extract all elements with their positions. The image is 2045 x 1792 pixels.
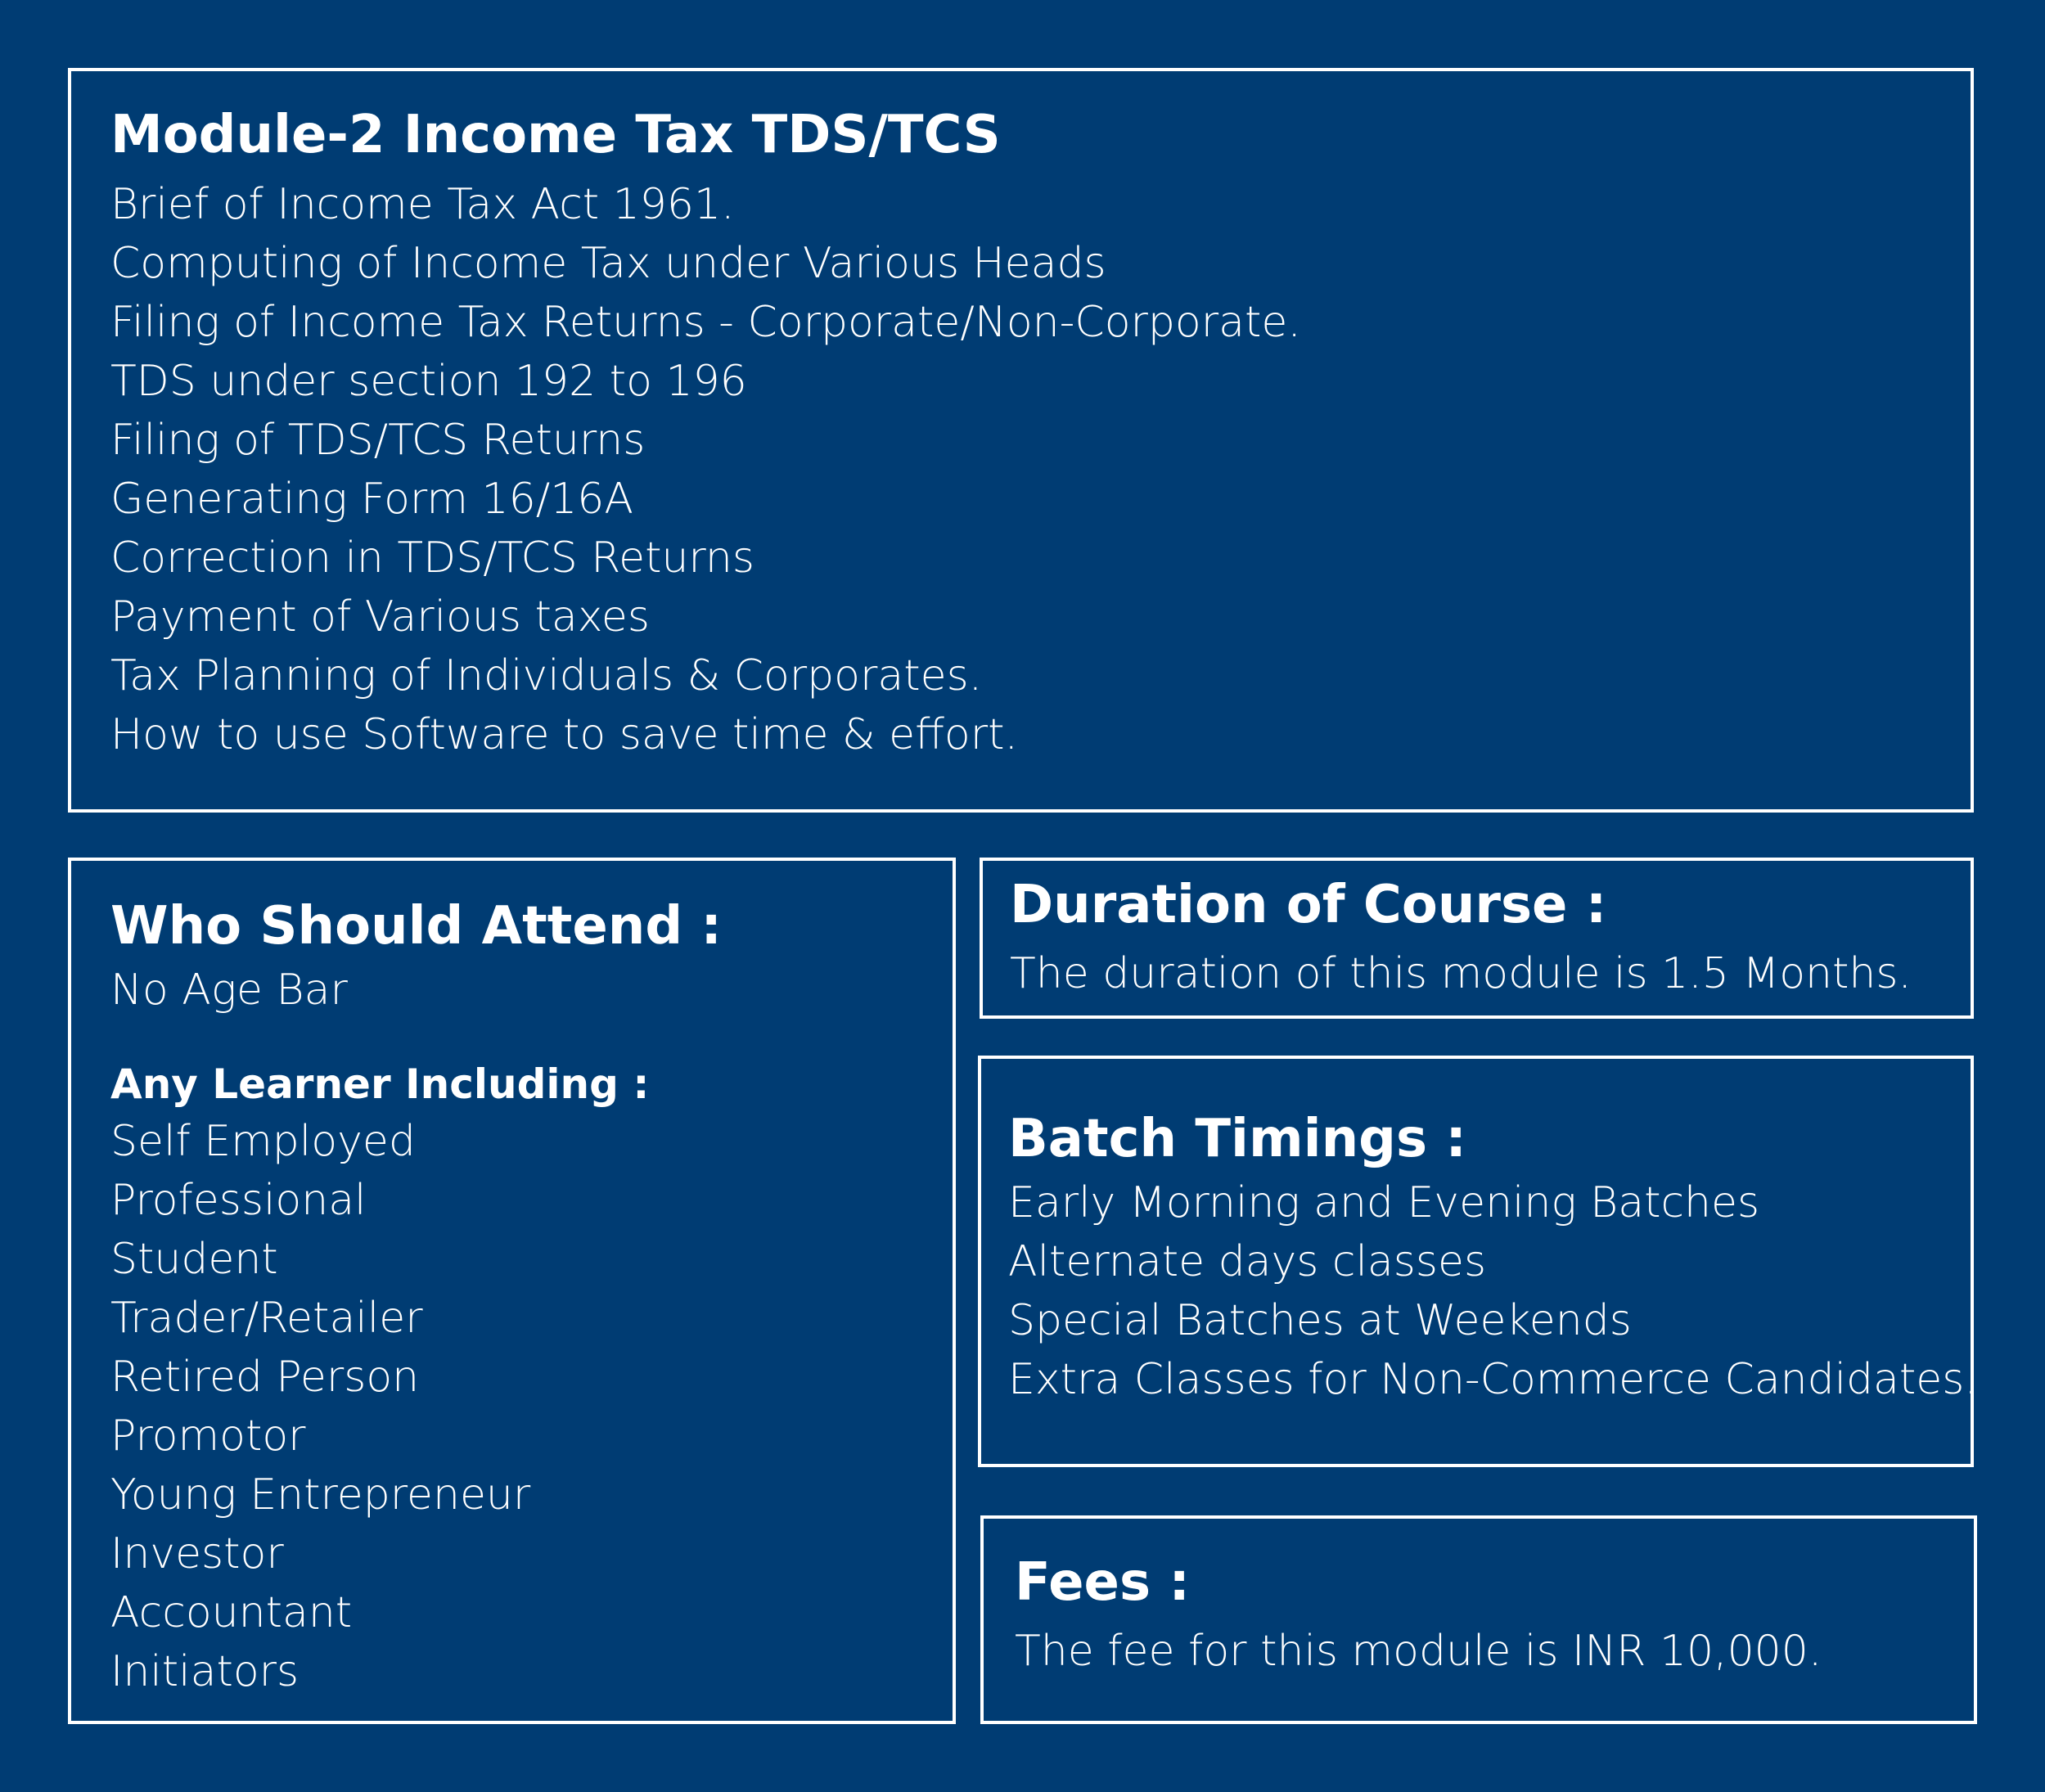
module-topics-list [110, 175, 1301, 764]
batch-timings-title: Batch Timings : [1008, 1109, 1466, 1169]
learner-item: Professional [110, 1176, 367, 1225]
learner-list [110, 1112, 530, 1701]
module-topic: How to use Software to save time & effort. [110, 710, 1019, 759]
who-should-attend-title: Who Should Attend : [110, 896, 722, 957]
module-title: Module-2 Income Tax TDS/TCS [110, 105, 1001, 165]
no-age-bar-text: No Age Bar [110, 966, 348, 1015]
batch-timings-list [1008, 1173, 1978, 1409]
batch-timings-box [978, 1056, 1978, 1467]
module-topic: Filing of Income Tax Returns - Corporate/Non-Corporate. [110, 298, 1301, 347]
batch-timing-item: Alternate days classes [1008, 1237, 1487, 1286]
module-topic: Computing of Income Tax under Various Heads [110, 239, 1106, 288]
module-topic: Payment of Various taxes [110, 592, 650, 642]
learner-item: Student [110, 1235, 278, 1284]
module-topic: Correction in TDS/TCS Returns [110, 534, 754, 583]
fees-title: Fees : [1015, 1552, 1190, 1613]
batch-timing-item: Special Batches at Weekends [1008, 1296, 1632, 1345]
learner-item: Retired Person [110, 1353, 420, 1402]
learner-item: Investor [110, 1529, 284, 1578]
module-topic: Tax Planning of Individuals & Corporates. [110, 651, 983, 700]
fees-text: The fee for this module is INR 10,000. [1015, 1627, 1822, 1676]
module-topic: Filing of TDS/TCS Returns [110, 416, 646, 465]
learner-item: Trader/Retailer [110, 1294, 423, 1343]
module-box [68, 68, 1974, 813]
fees-box [980, 1515, 1977, 1724]
learner-item: Promotor [110, 1412, 306, 1461]
module-topic: TDS under section 192 to 196 [110, 357, 747, 406]
duration-box [980, 858, 1974, 1019]
who-should-attend-box [68, 858, 956, 1724]
batch-timing-item: Extra Classes for Non-Commerce Candidates. [1008, 1355, 1978, 1404]
module-topic: Generating Form 16/16A [110, 475, 633, 524]
duration-title: Duration of Course : [1010, 875, 1607, 935]
duration-text: The duration of this module is 1.5 Months. [1010, 949, 1912, 998]
any-learner-subtitle: Any Learner Including : [110, 1060, 650, 1108]
learner-item: Initiators [110, 1647, 300, 1696]
learner-item: Accountant [110, 1588, 353, 1637]
learner-item: Self Employed [110, 1117, 416, 1166]
module-topic: Brief of Income Tax Act 1961. [110, 180, 735, 229]
batch-timing-item: Early Morning and Evening Batches [1008, 1178, 1760, 1227]
learner-item: Young Entrepreneur [110, 1470, 531, 1520]
